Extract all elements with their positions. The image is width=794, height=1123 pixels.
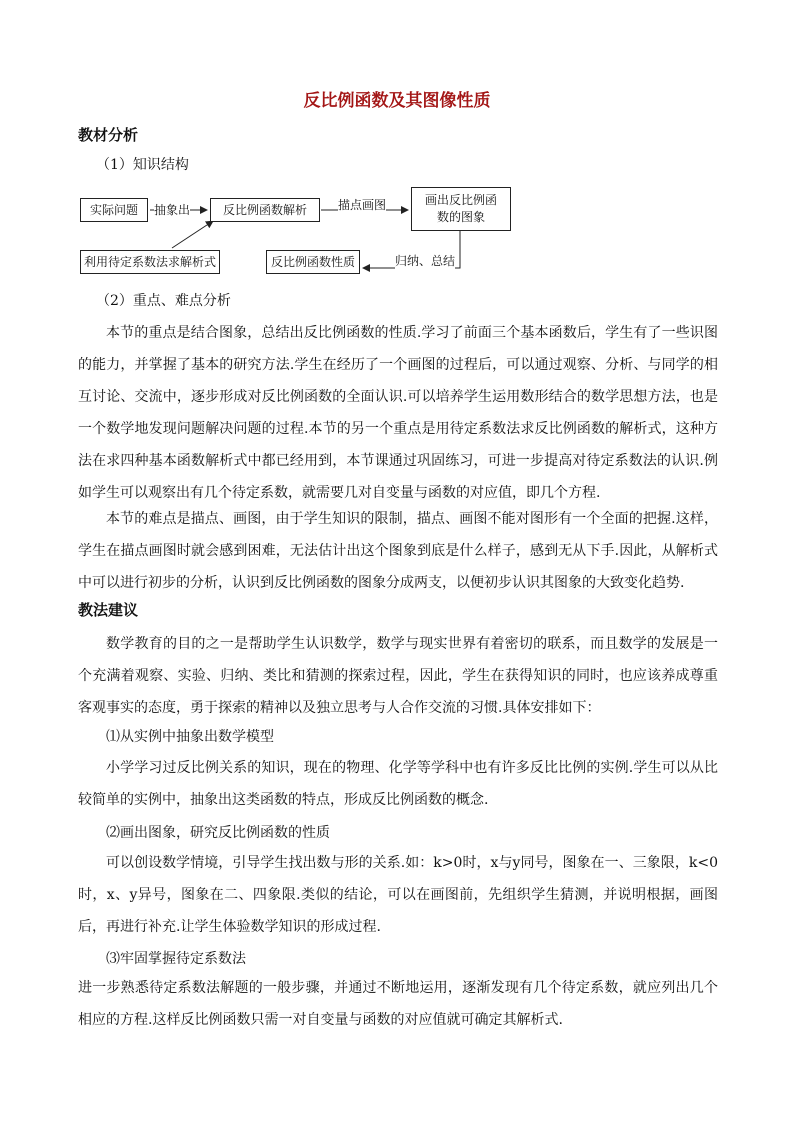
section-heading-analysis: 教材分析 xyxy=(78,126,139,144)
item-2-text: 可以创设数学情境，引导学生找出数与形的关系.如：k>0时，x与y同号，图象在一、三象限，k<0时，x、y异号，图象在二、四象限.类似的结论，可以在画图前，先组织学生猜测，并说明根据，画图后，再进行补充.让学生体验数学知识的形成过程. xyxy=(78,855,718,935)
label-plot: 描点画图 xyxy=(338,198,387,212)
paragraph-teaching-intro: 数学教育的目的之一是帮助学生认识数学，数学与现实世界有着密切的联系，而且数学的发展是一个充满着观察、实验、归纳、类比和猜测的探索过程，因此，学生在获得知识的同时，也应该养成尊重客观事实的态度，勇于探索的精神以及独立思考与人合作交流的习惯.具体安排如下： xyxy=(78,636,718,716)
box-actual-problem: 实际问题 xyxy=(80,198,148,222)
paragraph-key-points: 本节的重点是结合图象，总结出反比例函数的性质.学习了前面三个基本函数后，学生有了一些识图的能力，并掌握了基本的研究方法.学生在经历了一个画图的过程后，可以通过观察、分析、与同学的相互讨论、交流中，逐步形成对反比例函数的全面认识.可以培养学生运用数形结合的数学思想方法，也是一个数学地发现问题解决问题的过程.本节的另一个重点是用待定系数法求反比例函数的解析式，这种方法在求四种基本函数解析式中都已经用到，本节课通过巩固练习，可进一步提高对待定系数法的认识.例如学生可以观察出有几个待定系数，就需要几对自变量与函数的对应值，即几个方程. xyxy=(78,325,718,501)
arrow-undetermined-to-resolve xyxy=(172,221,213,248)
item-3-text: 进一步熟悉待定系数法解题的一般步骤，并通过不断地运用，逐渐发现有几个待定系数，就应列出几个相应的方程.这样反比例函数只需一对自变量与函数的对应值就可确定其解析式. xyxy=(78,980,718,1028)
box-resolve: 反比例函数解析 xyxy=(210,198,320,222)
section-heading-teaching: 教法建议 xyxy=(78,601,139,619)
box-undetermined-coefficient: 利用待定系数法求解析式 xyxy=(80,250,220,274)
item-1-text: 小学学习过反比例关系的知识，现在的物理、化学等学科中也有许多反比比例的实例.学生可以从比较简单的实例中，抽象出这类函数的特点，形成反比例函数的概念. xyxy=(78,760,718,808)
subheading-key-points: （2）重点、难点分析 xyxy=(96,293,231,309)
box-draw-graph: 画出反比例函数的图象 xyxy=(411,187,511,231)
label-summary: 归纳、总结 xyxy=(395,254,456,268)
item-3-heading: ⑶牢固掌握待定系数法 xyxy=(106,951,246,967)
subheading-knowledge-structure: （1）知识结构 xyxy=(96,157,189,173)
box-properties: 反比例函数性质 xyxy=(266,250,360,274)
item-2-heading: ⑵画出图象，研究反比例函数的性质 xyxy=(106,825,330,841)
label-abstract: 抽象出 xyxy=(154,203,191,217)
page-title: 反比例函数及其图像性质 xyxy=(303,91,491,111)
paragraph-difficulties: 本节的难点是描点、画图，由于学生知识的限制，描点、画图不能对图形有一个全面的把握.这样，学生在描点画图时就会感到困难，无法估计出这个图象到底是什么样子，感到无从下手.因此，从解析式中可以进行初步的分析，认识到反比例函数的图象分成两支，以便初步认识其图象的大致变化趋势. xyxy=(78,511,718,591)
item-1-heading: ⑴从实例中抽象出数学模型 xyxy=(106,729,274,745)
